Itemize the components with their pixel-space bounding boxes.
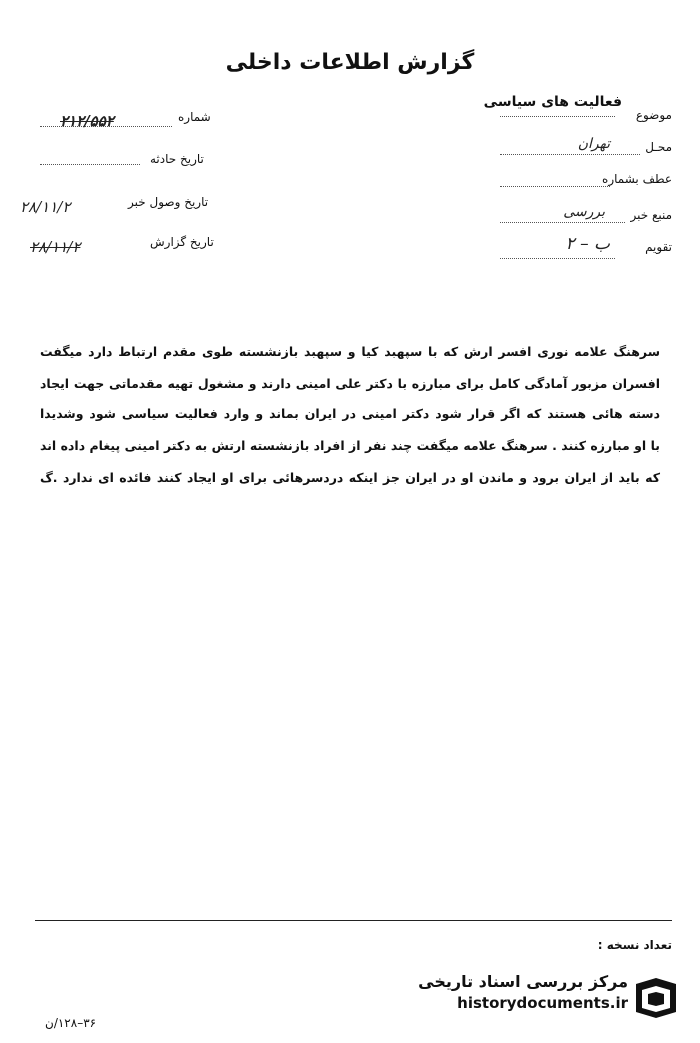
incident-date-dots xyxy=(40,164,140,165)
number-value: ۲۱۲/۵۵۲ xyxy=(60,112,114,130)
news-received-value: ۲۸/۱۱/۲ xyxy=(20,198,71,216)
body-line: افسران مزبور آمادگی کامل برای مبارزه با دکتر علی امینی دارند و مشغول تهیه مقدماتی جهت ایجاد xyxy=(40,376,660,391)
subject-dots xyxy=(500,116,615,117)
rating-value: ب – ۲ xyxy=(565,234,610,254)
logo-name: مرکز بررسی اسناد تاریخی xyxy=(418,972,628,991)
archive-emblem-icon xyxy=(632,976,680,1020)
source-dots xyxy=(500,222,625,223)
source-label: منبع خبر xyxy=(630,208,672,222)
incident-date-label: تاریخ حادثه xyxy=(150,152,204,166)
subject-label: موضوع xyxy=(635,108,672,122)
page-title: گزارش اطلاعات داخلی xyxy=(225,50,475,75)
ref-label: عطف بشماره xyxy=(602,172,672,186)
rating-dots xyxy=(500,258,615,259)
body-line: که باید از ایران برود و ماندن او در ایران جز اینکه دردسرهائی برای او ایجاد کنند فائده ای ندارد .گ xyxy=(40,470,660,485)
copies-label: تعداد نسخه : xyxy=(597,938,672,952)
body-line: با او مبارزه کنند . سرهنگ علامه میگفت چند نفر از افراد بازنشسته ارتش به دکتر امینی پیغام داده اند xyxy=(40,438,660,453)
news-received-label: تاریخ وصول خبر xyxy=(128,195,209,209)
ref-dots xyxy=(500,186,610,187)
archive-logo xyxy=(410,972,680,1042)
place-dots xyxy=(500,154,640,155)
logo-url: historydocuments.ir xyxy=(457,994,628,1012)
report-date-label: تاریخ گزارش xyxy=(150,235,214,249)
subject-value: فعالیت های سیاسی xyxy=(483,94,622,110)
document-code: ۳۶–۱۲۸/ن xyxy=(45,1016,97,1030)
rating-label: تقویم xyxy=(645,240,672,254)
report-date-value: ۲۸/۱۱/۲ xyxy=(30,238,81,256)
footer-divider xyxy=(35,920,672,921)
place-label: محـل xyxy=(645,140,672,154)
body-line: سرهنگ علامه نوری افسر ارش که با سپهبد کیا و سپهبد بازنشسته طوی مقدم ارتباط دارد میگفت xyxy=(40,344,660,359)
place-value: تهران xyxy=(577,136,610,152)
number-label: شماره xyxy=(178,110,211,124)
body-line: دسته هائی هستند که اگر قرار شود دکتر امینی در ایران بماند و وارد فعالیت سیاسی شود وشدیدا xyxy=(40,406,660,421)
source-value: بررسی xyxy=(563,204,605,220)
